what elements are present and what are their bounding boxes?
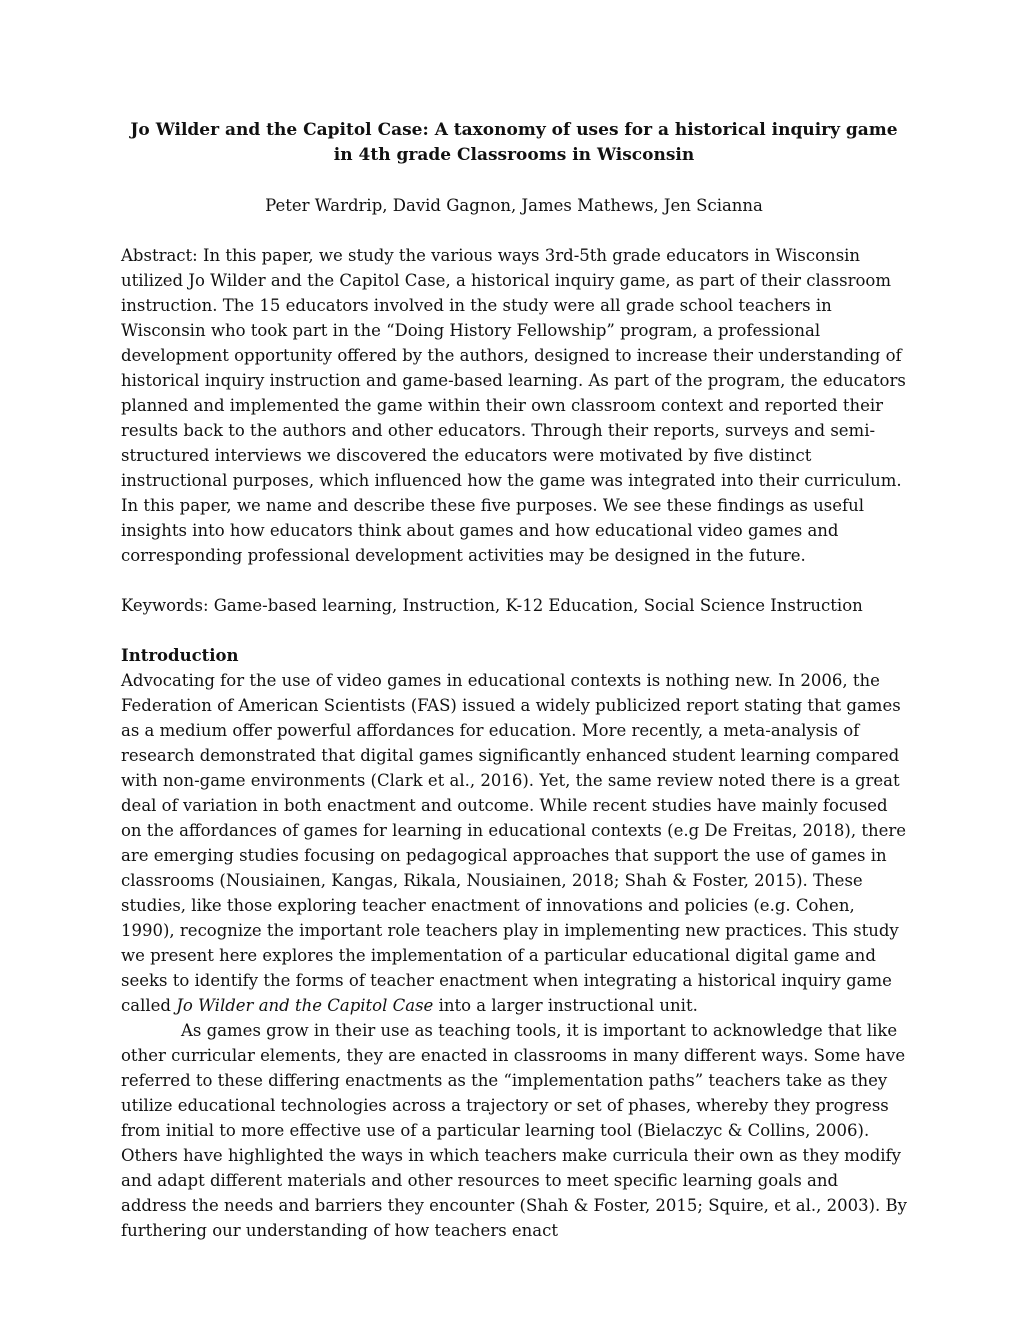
introduction-heading: Introduction — [121, 646, 239, 665]
game-title-italic: Jo Wilder and the Capitol Case — [176, 996, 434, 1015]
paper-title: Jo Wilder and the Capitol Case: A taxonomy of uses for a historical inquiry game in 4th grade Classrooms in Wisconsin — [130, 120, 898, 165]
paper-page — [121, 118, 907, 1243]
introduction-paragraph-2: As games grow in their use as teaching tools, it is important to acknowledge that like other curricular elements, they are enacted in classrooms in many different ways. Some have referred to these differing enactments as the “implementation paths” teachers take as they utilize educational technologies across a trajectory or set of phases, whereby they progress from initial to more effective use of a particular learning tool (Bielaczyc & Collins, 2006). Others have highlighted the ways in which teachers make curricula their own as they modify and adapt different materials and other resources to meet specific learning goals and address the needs and barriers they encounter (Shah & Foster, 2015; Squire, et al., 2003). By furthering our understanding of how teachers enact — [121, 1021, 907, 1240]
intro-text-start: Advocating for the use of video games in educational contexts is nothing new. In 2006, the Federation of American Scientists (FAS) issued a widely publicized report stating that games as a medium offer powerful affordances for education. More recently, a meta-analysis of research demonstrated that digital games significantly enhanced student learning compared with non-game environments (Clark et al., 2016). Yet, the same review noted there is a great deal of variation in both enactment and outcome. While recent studies have mainly focused on the affordances of games for learning in educational contexts (e.g De Freitas, 2018), there are emerging studies focusing on pedagogical approaches that support the use of games in classrooms (Nousiainen, Kangas, Rikala, Nousiainen, 2018; Shah & Foster, 2015). These studies, like those exploring teacher enactment of innovations and policies (e.g. Cohen, 1990), recognize the important role teachers play in implementing new practices. This study we present here explores the implementation of a particular educational digital game and seeks to identify the forms of teacher enactment when integrating a historical inquiry game called — [121, 671, 907, 1015]
abstract-paragraph: Abstract: In this paper, we study the various ways 3rd-5th grade educators in Wisconsin utilized Jo Wilder and the Capitol Case, a historical inquiry game, as part of their classroom instruction. The 15 educators involved in the study were all grade school teachers in Wisconsin who took part in the “Doing History Fellowship” program, a professional development opportunity offered by the authors, designed to increase their understanding of historical inquiry instruction and game-based learning. As part of the program, the educators planned and implemented the game within their own classroom context and reported their results back to the authors and other educators. Through their reports, surveys and semi-structured interviews we discovered the educators were motivated by five distinct instructional purposes, which influenced how the game was integrated into their curriculum. In this paper, we name and describe these five purposes. We see these findings as useful insights into how educators think about games and how educational video games and corresponding professional development activities may be designed in the future. — [121, 246, 906, 565]
author-list: Peter Wardrip, David Gagnon, James Mathews, Jen Scianna — [265, 196, 763, 215]
keywords-line: Keywords: Game-based learning, Instruction, K-12 Education, Social Science Instruction — [121, 596, 863, 615]
intro-text-end: into a larger instructional unit. — [433, 996, 698, 1015]
introduction-paragraph-1 — [121, 668, 907, 1018]
